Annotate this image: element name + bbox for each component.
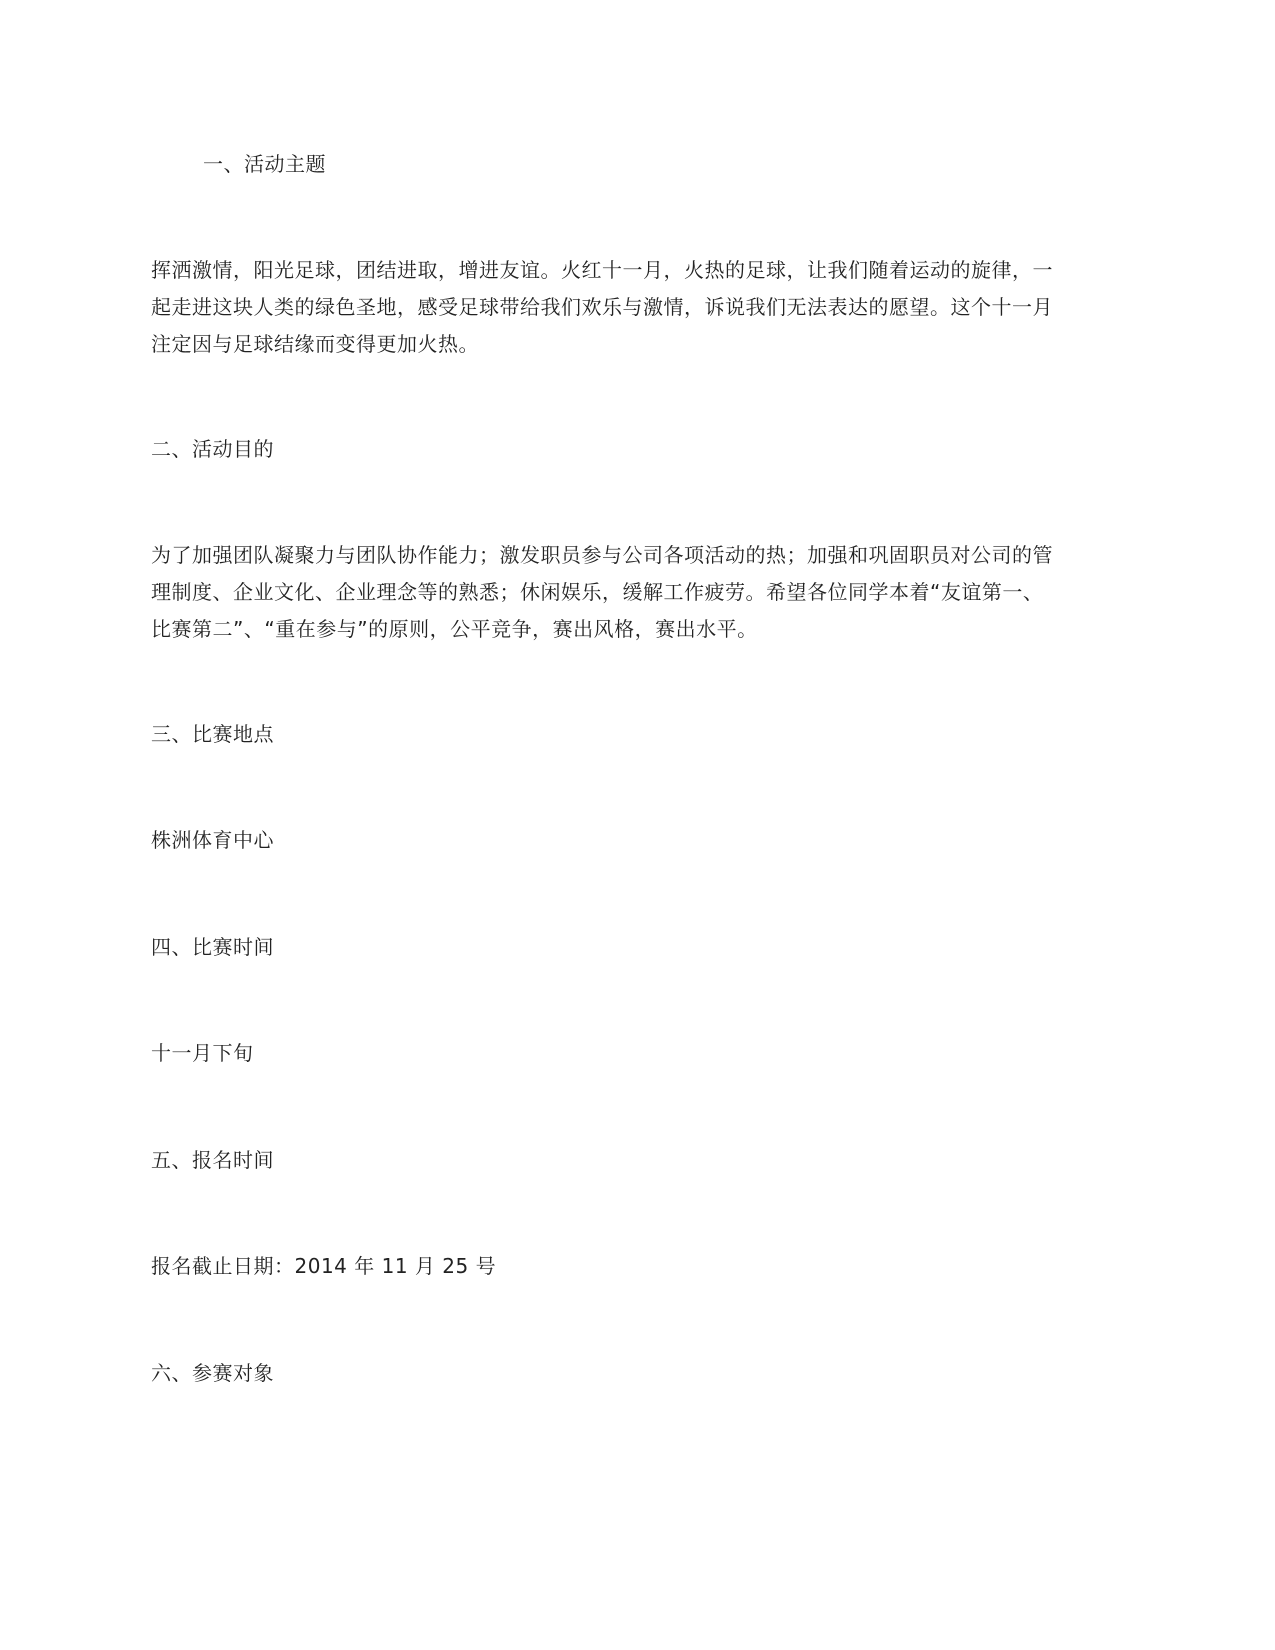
paragraph-line: 株洲体育中心	[151, 828, 274, 852]
section-body-registration	[151, 1248, 1111, 1285]
section-heading-venue: 三、比赛地点	[151, 722, 274, 746]
paragraph-line: 报名截止日期：2014 年 11 月 25 号	[151, 1254, 497, 1278]
paragraph-line: 十一月下旬	[151, 1041, 254, 1065]
section-heading-theme: 一、活动主题	[203, 152, 326, 176]
paragraph-line: 比赛第二”、“重在参与”的原则，公平竞争，赛出风格，赛出水平。	[151, 617, 758, 641]
section-heading-registration: 五、报名时间	[151, 1148, 274, 1172]
section-body-theme	[151, 252, 1111, 363]
section-body-time	[151, 1035, 1111, 1072]
paragraph-line: 起走进这块人类的绿色圣地，感受足球带给我们欢乐与激情，诉说我们无法表达的愿望。这个十一月	[151, 295, 1053, 319]
section-heading-time: 四、比赛时间	[151, 935, 274, 959]
section-heading-participants: 六、参赛对象	[151, 1361, 274, 1385]
paragraph-line: 注定因与足球结缘而变得更加火热。	[151, 332, 479, 356]
paragraph-line: 理制度、企业文化、企业理念等的熟悉；休闲娱乐，缓解工作疲劳。希望各位同学本着“友谊第一、	[151, 580, 1044, 604]
section-body-venue	[151, 822, 1111, 859]
paragraph-line: 挥洒激情，阳光足球，团结进取，增进友谊。火红十一月，火热的足球，让我们随着运动的旋律，一	[151, 258, 1053, 282]
section-body-purpose	[151, 537, 1111, 648]
section-heading-purpose: 二、活动目的	[151, 437, 274, 461]
paragraph-line: 为了加强团队凝聚力与团队协作能力；激发职员参与公司各项活动的热；加强和巩固职员对公司的管	[151, 543, 1053, 567]
